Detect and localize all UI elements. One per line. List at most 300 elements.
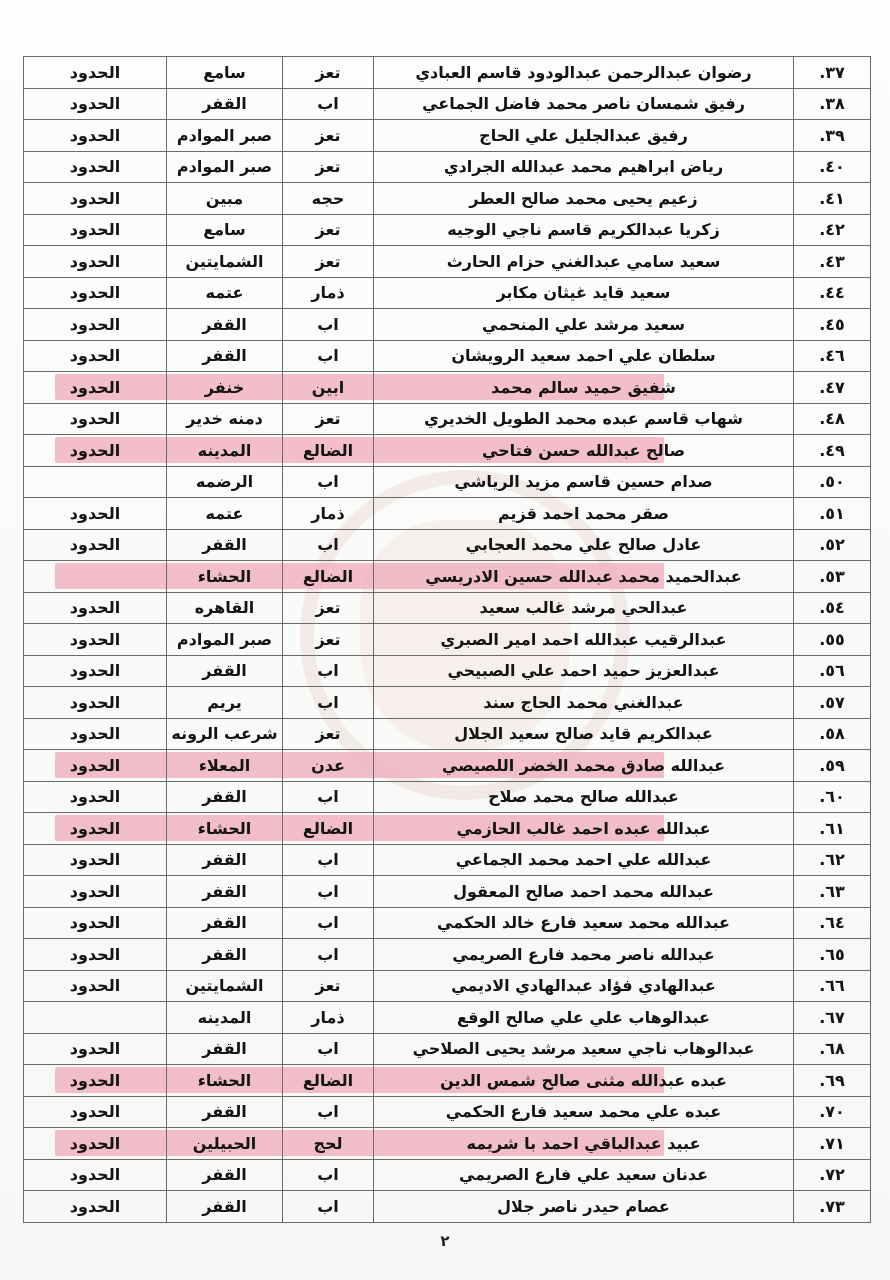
cell-governorate-text: تعز [315, 62, 341, 82]
table-row [24, 1065, 871, 1097]
cell-name [374, 340, 794, 372]
cell-job [24, 57, 167, 89]
cell-job-text: الحدود [69, 535, 121, 555]
table-row [24, 844, 871, 876]
cell-name-text: عدنان سعيد علي فارع الصريمي [458, 1165, 709, 1185]
table-row [24, 120, 871, 152]
cell-governorate [283, 1159, 374, 1191]
cell-job [24, 624, 167, 656]
cell-name-text: عادل صالح علي محمد العجابي [465, 535, 702, 555]
cell-area [167, 88, 283, 120]
cell-area-text: سامع [203, 220, 246, 240]
cell-number [794, 498, 871, 530]
cell-number-text: ٤٨. [819, 409, 845, 429]
cell-governorate-text: تعز [315, 598, 341, 618]
cell-area [167, 372, 283, 404]
cell-name-text: عبدالله صالح محمد صلاح [488, 787, 679, 807]
cell-area [167, 529, 283, 561]
cell-area [167, 1159, 283, 1191]
cell-governorate-text: اب [317, 1039, 339, 1059]
cell-number [794, 309, 871, 341]
cell-area-text: القفر [202, 913, 247, 933]
cell-number [794, 340, 871, 372]
cell-number-text: ٤٧. [819, 377, 845, 397]
cell-job [24, 1033, 167, 1065]
cell-name [374, 687, 794, 719]
cell-job-text: الحدود [69, 157, 121, 177]
table-row [24, 655, 871, 687]
cell-governorate [283, 561, 374, 593]
cell-job [24, 277, 167, 309]
cell-area-text: القفر [202, 881, 247, 901]
cell-area [167, 151, 283, 183]
cell-name [374, 372, 794, 404]
cell-governorate-text: ذمار [311, 1007, 345, 1027]
cell-number [794, 277, 871, 309]
cell-governorate-text: اب [317, 346, 339, 366]
cell-number [794, 57, 871, 89]
cell-number [794, 718, 871, 750]
cell-job-text: الحدود [69, 661, 121, 681]
cell-job [24, 435, 167, 467]
cell-area-text: سامع [203, 62, 246, 82]
cell-name-text: عبدالله عبده احمد غالب الحازمي [456, 818, 711, 838]
cell-governorate [283, 372, 374, 404]
cell-job [24, 466, 167, 498]
cell-area [167, 466, 283, 498]
cell-area [167, 939, 283, 971]
cell-name [374, 309, 794, 341]
cell-governorate-text: تعز [315, 724, 341, 744]
cell-number [794, 88, 871, 120]
cell-governorate [283, 151, 374, 183]
cell-job-text: الحدود [69, 125, 121, 145]
table-row [24, 466, 871, 498]
cell-name-text: عبدالغني محمد الحاج سند [483, 692, 684, 712]
cell-area-text: القفر [202, 94, 247, 114]
cell-number [794, 844, 871, 876]
table-row [24, 183, 871, 215]
cell-name-text: عبدالحي مرشد غالب سعيد [479, 598, 688, 618]
cell-name-text: عبدالرقيب عبدالله احمد امير الصبري [440, 629, 727, 649]
cell-governorate-text: اب [317, 535, 339, 555]
cell-number [794, 939, 871, 971]
cell-number-text: ٧٠. [819, 1102, 845, 1122]
cell-job [24, 561, 167, 593]
cell-number [794, 687, 871, 719]
cell-governorate [283, 592, 374, 624]
cell-number [794, 970, 871, 1002]
cell-number [794, 120, 871, 152]
cell-name [374, 1096, 794, 1128]
cell-name [374, 183, 794, 215]
cell-area [167, 1002, 283, 1034]
cell-number-text: ٧٢. [819, 1165, 845, 1185]
cell-name-text: زعيم يحيى محمد صالح العطر [469, 188, 698, 208]
cell-job-text: الحدود [69, 94, 121, 114]
table-row [24, 592, 871, 624]
cell-governorate-text: تعز [315, 157, 341, 177]
cell-name [374, 970, 794, 1002]
cell-governorate [283, 498, 374, 530]
cell-governorate [283, 57, 374, 89]
cell-area [167, 624, 283, 656]
cell-job-text: الحدود [69, 818, 121, 838]
cell-name-text: زكريا عبدالكريم قاسم ناجي الوجيه [447, 220, 720, 240]
cell-name-text: عبدالله صادق محمد الخضر اللصيصي [441, 755, 726, 775]
cell-governorate-text: حجه [311, 188, 345, 208]
cell-name [374, 435, 794, 467]
cell-name [374, 750, 794, 782]
cell-job-text: الحدود [69, 629, 121, 649]
cell-job-text: الحدود [69, 724, 121, 744]
cell-name-text: رضوان عبدالرحمن عبدالودود قاسم العبادي [415, 62, 752, 82]
cell-number-text: ٦٧. [819, 1007, 845, 1027]
cell-job [24, 1002, 167, 1034]
table-row [24, 1002, 871, 1034]
cell-governorate-text: الضالع [302, 440, 354, 460]
cell-governorate [283, 907, 374, 939]
cell-number [794, 1002, 871, 1034]
cell-number-text: ٥٥. [819, 629, 845, 649]
table-row [24, 939, 871, 971]
cell-governorate [283, 435, 374, 467]
cell-name-text: سعيد قايد غيثان مكابر [496, 283, 671, 303]
cell-name [374, 1128, 794, 1160]
cell-name [374, 498, 794, 530]
cell-number-text: ٥١. [819, 503, 845, 523]
cell-job-text: الحدود [69, 1102, 121, 1122]
cell-governorate-text: اب [317, 944, 339, 964]
cell-governorate-text: اب [317, 1165, 339, 1185]
cell-governorate-text: اب [317, 472, 339, 492]
cell-number [794, 561, 871, 593]
cell-number [794, 1159, 871, 1191]
cell-number [794, 372, 871, 404]
cell-governorate-text: ذمار [311, 283, 345, 303]
cell-area [167, 1128, 283, 1160]
table-row [24, 750, 871, 782]
cell-governorate-text: تعز [315, 251, 341, 271]
cell-name-text: عبده عبدالله مثنى صالح شمس الدين [440, 1070, 727, 1090]
cell-job [24, 655, 167, 687]
cell-number [794, 781, 871, 813]
cell-job-text: الحدود [69, 1070, 121, 1090]
cell-number-text: ٤٢. [819, 220, 845, 240]
cell-job-text: الحدود [69, 881, 121, 901]
cell-number [794, 214, 871, 246]
table-row [24, 88, 871, 120]
cell-area [167, 309, 283, 341]
cell-area-text: الحشاء [197, 566, 252, 586]
cell-governorate [283, 403, 374, 435]
cell-name-text: عبدالوهاب علي علي صالح الوقع [457, 1007, 710, 1027]
cell-number [794, 813, 871, 845]
cell-area-text: عتمه [205, 503, 244, 523]
cell-area-text: دمنه خدير [186, 409, 263, 429]
cell-job-text: الحدود [69, 1196, 121, 1216]
cell-number-text: ٤٠. [819, 157, 845, 177]
cell-job-text: الحدود [69, 503, 121, 523]
cell-name [374, 1159, 794, 1191]
cell-name [374, 813, 794, 845]
cell-job [24, 151, 167, 183]
cell-area-text: الحشاء [197, 1070, 252, 1090]
cell-job [24, 813, 167, 845]
table-row [24, 781, 871, 813]
cell-number-text: ٤٩. [819, 440, 845, 460]
cell-name [374, 1065, 794, 1097]
cell-job-text: الحدود [69, 692, 121, 712]
cell-job [24, 1128, 167, 1160]
cell-number [794, 907, 871, 939]
cell-area [167, 907, 283, 939]
cell-governorate [283, 718, 374, 750]
cell-area-text: القفر [202, 314, 247, 334]
cell-governorate [283, 655, 374, 687]
cell-governorate-text: اب [317, 94, 339, 114]
cell-job [24, 592, 167, 624]
cell-governorate-text: اب [317, 881, 339, 901]
cell-name [374, 876, 794, 908]
table-body [24, 57, 871, 1223]
cell-area [167, 498, 283, 530]
cell-area-text: القفر [202, 535, 247, 555]
cell-governorate [283, 246, 374, 278]
cell-name [374, 718, 794, 750]
cell-governorate [283, 624, 374, 656]
cell-number-text: ٤٦. [819, 346, 845, 366]
cell-area [167, 435, 283, 467]
cell-number [794, 246, 871, 278]
cell-governorate [283, 466, 374, 498]
cell-name [374, 1002, 794, 1034]
cell-number-text: ٥٧. [819, 692, 845, 712]
table-row [24, 1033, 871, 1065]
cell-area [167, 687, 283, 719]
cell-job [24, 120, 167, 152]
cell-governorate-text: اب [317, 913, 339, 933]
cell-number [794, 592, 871, 624]
cell-job [24, 246, 167, 278]
cell-governorate [283, 1191, 374, 1223]
cell-job [24, 970, 167, 1002]
table-row [24, 403, 871, 435]
cell-area [167, 183, 283, 215]
cell-name [374, 403, 794, 435]
cell-governorate [283, 88, 374, 120]
cell-number-text: ٥٠. [819, 472, 845, 492]
cell-area [167, 718, 283, 750]
cell-name-text: عبدالحميد محمد عبدالله حسين الادريسي [425, 566, 742, 586]
cell-area [167, 120, 283, 152]
cell-governorate-text: تعز [315, 976, 341, 996]
cell-area-text: الحبيلين [192, 1133, 257, 1153]
cell-governorate-text: اب [317, 1196, 339, 1216]
cell-job [24, 1191, 167, 1223]
cell-job [24, 1159, 167, 1191]
cell-number-text: ٥٨. [819, 724, 845, 744]
cell-job [24, 750, 167, 782]
cell-area-text: صبر الموادم [176, 629, 273, 649]
cell-number-text: ۳۸. [819, 94, 845, 114]
table-row [24, 498, 871, 530]
cell-job [24, 844, 167, 876]
table-row [24, 151, 871, 183]
table-row [24, 1191, 871, 1223]
cell-name [374, 88, 794, 120]
cell-number [794, 876, 871, 908]
cell-governorate [283, 1065, 374, 1097]
cell-name-text: عبدالهادي فؤاد عبدالهادي الاديمي [451, 976, 716, 996]
cell-area [167, 1065, 283, 1097]
cell-number-text: ۳۷. [819, 62, 845, 82]
table-row [24, 1159, 871, 1191]
cell-number-text: ٥٣. [819, 566, 845, 586]
cell-job [24, 372, 167, 404]
cell-job-text: الحدود [69, 346, 121, 366]
cell-area-text: المدينه [197, 440, 252, 460]
cell-name [374, 655, 794, 687]
cell-name-text: عبدالله علي احمد محمد الجماعي [455, 850, 712, 870]
cell-name [374, 844, 794, 876]
cell-governorate-text: اب [317, 692, 339, 712]
cell-job-text: الحدود [69, 598, 121, 618]
cell-governorate-text: لحج [313, 1133, 343, 1153]
cell-job [24, 687, 167, 719]
cell-governorate [283, 277, 374, 309]
cell-area-text: المدينه [197, 1007, 252, 1027]
cell-number [794, 403, 871, 435]
cell-job [24, 309, 167, 341]
cell-name-text: سعيد مرشد علي المنحمي [482, 314, 685, 334]
cell-name-text: عبدالله محمد احمد صالح المعقول [453, 881, 714, 901]
cell-job [24, 1096, 167, 1128]
cell-job [24, 876, 167, 908]
cell-number [794, 624, 871, 656]
cell-name-text: عبدالله ناصر محمد فارع الصريمي [452, 944, 715, 964]
cell-name [374, 907, 794, 939]
cell-governorate [283, 1096, 374, 1128]
cell-area-text: القفر [202, 1196, 247, 1216]
cell-number-text: ٥٤. [819, 598, 845, 618]
cell-area-text: الشمايتين [185, 251, 264, 271]
cell-area [167, 1096, 283, 1128]
cell-number-text: ٥٩. [819, 755, 845, 775]
cell-job [24, 529, 167, 561]
cell-number-text: ٦٥. [819, 944, 845, 964]
cell-number-text: ٧٣. [819, 1196, 845, 1216]
cell-job-text: الحدود [69, 188, 121, 208]
cell-name [374, 561, 794, 593]
cell-area [167, 970, 283, 1002]
table-row [24, 214, 871, 246]
cell-name-text: عصام حيدر ناصر جلال [497, 1196, 670, 1216]
cell-name-text: صالح عبدالله حسن فتاحي [481, 440, 686, 460]
cell-area-text: الرضمه [195, 472, 254, 492]
cell-job-text: الحدود [69, 1165, 121, 1185]
cell-number [794, 1096, 871, 1128]
cell-name-text: رفيق عبدالجليل علي الحاج [479, 125, 688, 145]
cell-governorate [283, 340, 374, 372]
cell-number [794, 151, 871, 183]
cell-number-text: ٦١. [819, 818, 845, 838]
cell-number-text: ۳۹. [819, 125, 845, 145]
cell-governorate-text: اب [317, 314, 339, 334]
cell-number-text: ٦٩. [819, 1070, 845, 1090]
cell-area-text: القفر [202, 850, 247, 870]
cell-job-text: الحدود [69, 755, 121, 775]
table-row [24, 687, 871, 719]
cell-number-text: ٦٣. [819, 881, 845, 901]
cell-job-text: الحدود [69, 314, 121, 334]
cell-area [167, 1033, 283, 1065]
cell-name [374, 1033, 794, 1065]
cell-governorate [283, 939, 374, 971]
cell-name-text: عبدالعزيز حميد احمد علي الصبيحي [447, 661, 720, 681]
cell-number-text: ٤٣. [819, 251, 845, 271]
cell-name-text: شهاب قاسم عبده محمد الطويل الخديري [424, 409, 743, 429]
cell-governorate-text: اب [317, 1102, 339, 1122]
cell-area [167, 246, 283, 278]
cell-area-text: عتمه [205, 283, 244, 303]
cell-area [167, 340, 283, 372]
cell-area [167, 876, 283, 908]
cell-area [167, 592, 283, 624]
cell-governorate [283, 309, 374, 341]
cell-governorate [283, 781, 374, 813]
cell-job [24, 183, 167, 215]
cell-area-text: صبر الموادم [176, 157, 273, 177]
cell-number-text: ٤٥. [819, 314, 845, 334]
cell-job-text: الحدود [69, 409, 121, 429]
cell-job [24, 781, 167, 813]
cell-area-text: القفر [202, 944, 247, 964]
cell-name [374, 1191, 794, 1223]
cell-number-text: ٥٦. [819, 661, 845, 681]
table-row [24, 529, 871, 561]
cell-number [794, 466, 871, 498]
cell-number-text: ٤١. [819, 188, 845, 208]
cell-area-text: القفر [202, 1165, 247, 1185]
cell-job [24, 88, 167, 120]
cell-name-text: شفيق حميد سالم محمد [491, 377, 676, 397]
cell-governorate-text: تعز [315, 220, 341, 240]
cell-job-text: الحدود [69, 251, 121, 271]
cell-number [794, 1128, 871, 1160]
cell-governorate [283, 1033, 374, 1065]
cell-area [167, 403, 283, 435]
cell-job [24, 214, 167, 246]
cell-job-text: الحدود [69, 913, 121, 933]
cell-job [24, 403, 167, 435]
cell-area-text: صبر الموادم [176, 125, 273, 145]
cell-name [374, 151, 794, 183]
cell-governorate [283, 750, 374, 782]
cell-name-text: صقر محمد احمد قزيم [497, 503, 669, 523]
cell-governorate [283, 813, 374, 845]
cell-number [794, 1065, 871, 1097]
table-row [24, 57, 871, 89]
table-row [24, 246, 871, 278]
cell-governorate-text: تعز [315, 629, 341, 649]
cell-area [167, 750, 283, 782]
cell-name-text: عبدالله محمد سعيد فارع خالد الحكمي [437, 913, 730, 933]
cell-name-text: سعيد سامي عبدالغني حزام الحارث [446, 251, 721, 271]
cell-name [374, 57, 794, 89]
cell-job [24, 939, 167, 971]
cell-number-text: ٦٦. [819, 976, 845, 996]
